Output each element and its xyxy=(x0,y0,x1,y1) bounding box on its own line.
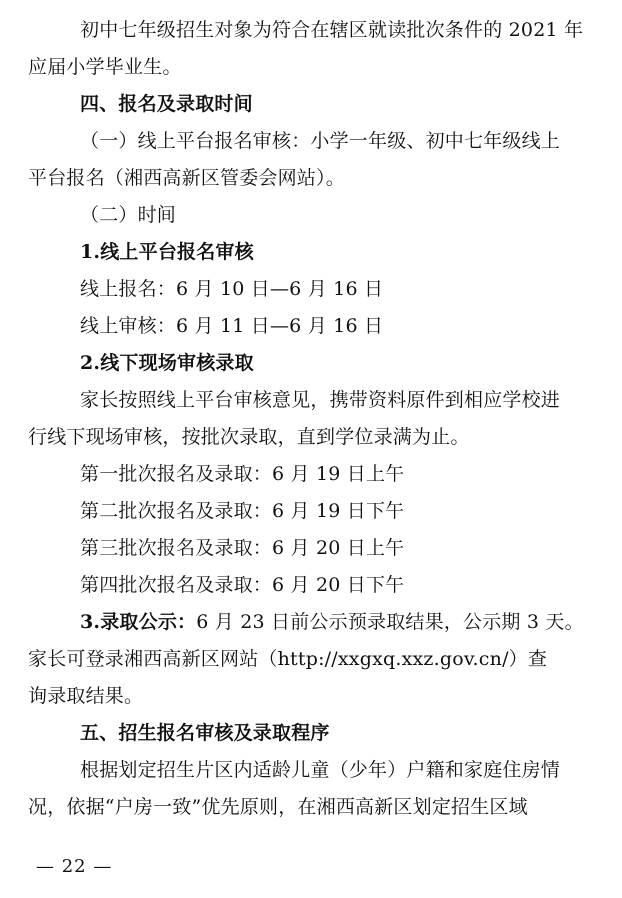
paragraph-line: 根据划定招生片区内适龄儿童（少年）户籍和家庭住房情 xyxy=(80,759,561,781)
section-heading: 四、报名及录取时间 xyxy=(80,93,253,115)
page-number: — 22 — xyxy=(36,856,113,877)
paragraph-line: 行线下现场审核，按批次录取，直到学位录满为止。 xyxy=(28,426,470,448)
schedule-line: 线上报名：6 月 10 日—6 月 16 日 xyxy=(80,278,384,300)
paragraph-line: 家长按照线上平台审核意见，携带资料原件到相应学校进 xyxy=(80,389,561,411)
paragraph-line xyxy=(0,129,622,153)
schedule-line: 第四批次报名及录取：6 月 20 日下午 xyxy=(80,574,405,596)
paragraph-line: 家长可登录湘西高新区网站（http://xxgxq.xxz.gov.cn/）查 xyxy=(28,648,548,670)
paragraph-line: 况，依据“户房一致”优先原则，在湘西高新区划定招生区域 xyxy=(28,796,528,818)
schedule-line: 线上审核：6 月 11 日—6 月 16 日 xyxy=(80,315,384,337)
schedule-line: 第一批次报名及录取：6 月 19 日上午 xyxy=(80,463,405,485)
paragraph-line: 询录取结果。 xyxy=(28,685,144,707)
schedule-line: 第二批次报名及录取：6 月 19 日下午 xyxy=(80,500,405,522)
paragraph-line: 平台报名（湘西高新区管委会网站）。 xyxy=(28,167,345,189)
subsection-heading: （二）时间 xyxy=(80,204,177,226)
item-heading: 1.线上平台报名审核 xyxy=(80,241,254,263)
item-heading: 3.录取公示： xyxy=(80,611,197,633)
schedule-line: 第三批次报名及录取：6 月 20 日上午 xyxy=(80,537,405,559)
paragraph-line xyxy=(0,610,622,634)
paragraph-line: 初中七年级招生对象为符合在辖区就读批次条件的 2021 年 xyxy=(80,19,584,41)
paragraph-text: 6 月 23 日前公示预录取结果，公示期 3 天。 xyxy=(196,611,584,633)
section-heading: 五、招生报名审核及录取程序 xyxy=(80,722,330,744)
paragraph-prefix: （一） xyxy=(80,130,138,152)
paragraph-line: 应届小学毕业生。 xyxy=(28,56,182,78)
paragraph-text: 线上平台报名审核：小学一年级、初中七年级线上 xyxy=(137,130,561,152)
item-heading: 2.线下现场审核录取 xyxy=(80,352,254,374)
